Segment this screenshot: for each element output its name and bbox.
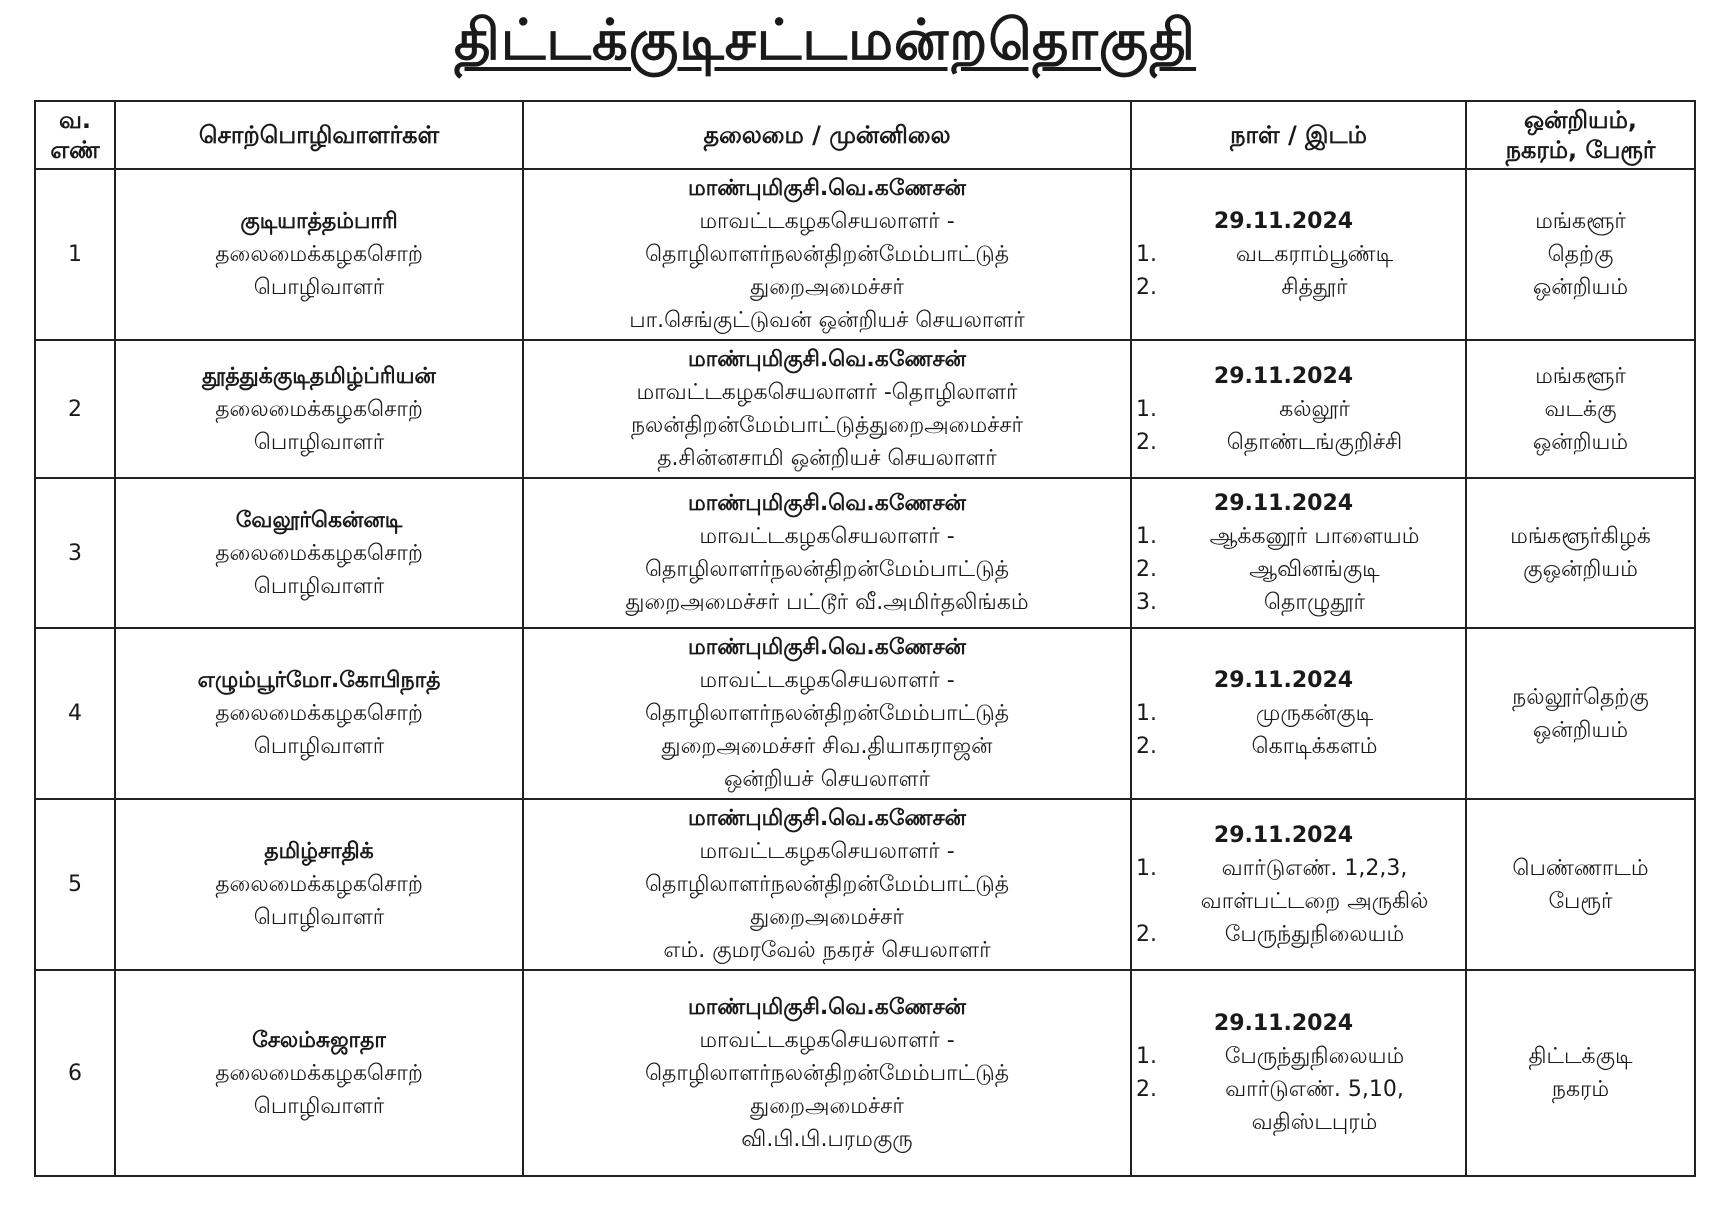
- lead-line: பா.செங்குட்டுவன் ஒன்றியச் செயலாளர்: [629, 308, 1025, 333]
- lead-cell: [523, 340, 1131, 478]
- area-cell: [1466, 628, 1695, 799]
- serial-number-cell: 5: [35, 799, 115, 970]
- speaker-role: பொழிவாளர்: [253, 1093, 385, 1119]
- area-line: திட்டக்குடி: [1528, 1044, 1633, 1069]
- header-speakers: சொற்பொழிவாளர்கள்: [115, 101, 523, 169]
- speaker-role: தலைமைக்கழகசொற்: [215, 396, 423, 422]
- place-item: 2. தொண்டங்குறிச்சி: [1164, 426, 1461, 459]
- area-cell: [1466, 478, 1695, 628]
- speaker-cell: [115, 340, 523, 478]
- lead-line: மாவட்டகழகசெயலாளர் -: [699, 839, 955, 864]
- speaker-role: பொழிவாளர்: [253, 734, 385, 759]
- date-place-cell: [1131, 628, 1466, 799]
- lead-line: மாவட்டகழகசெயலாளர் -: [699, 209, 955, 234]
- area-line: பேரூர்: [1548, 888, 1613, 914]
- speaker-name: எழும்பூர்மோ.கோபிநாத்: [197, 668, 441, 693]
- lead-line: தொழிலாளர்நலன்திறன்மேம்பாட்டுத்: [644, 872, 1010, 897]
- lead-cell: [523, 799, 1131, 970]
- place-item: 1. பேருந்துநிலையம்: [1164, 1040, 1461, 1073]
- lead-cell: [523, 169, 1131, 340]
- speaker-cell: [115, 478, 523, 628]
- area-cell: [1466, 970, 1695, 1176]
- speaker-name: குடியாத்தம்பாரி: [240, 209, 398, 234]
- header-lead: தலைமை / முன்னிலை: [523, 101, 1131, 169]
- area-line: மங்களூர்: [1535, 209, 1626, 234]
- lead-line: த.சின்னசாமி ஒன்றியச் செயலாளர்: [657, 446, 997, 471]
- lead-name: மாண்புமிகுசி.வெ.கணேசன்: [688, 176, 966, 201]
- date-place-cell: [1131, 478, 1466, 628]
- area-line: மங்களூர்: [1535, 363, 1626, 389]
- speaker-role: தலைமைக்கழகசொற்: [215, 242, 423, 267]
- area-line: நல்லூர்தெற்கு: [1512, 684, 1649, 710]
- place-item: 1. கல்லூர்: [1164, 393, 1461, 426]
- place-item: 1. வடகராம்பூண்டி: [1164, 238, 1461, 271]
- event-date: 29.11.2024: [1213, 668, 1354, 693]
- area-line: வடக்கு: [1544, 396, 1617, 422]
- place-list: [1136, 1040, 1461, 1139]
- event-date: 29.11.2024: [1213, 822, 1354, 848]
- date-place-cell: [1131, 169, 1466, 340]
- lead-name: மாண்புமிகுசி.வெ.கணேசன்: [688, 491, 966, 516]
- table-body: [35, 169, 1695, 1176]
- place-list: [1136, 697, 1461, 763]
- speaker-name: தூத்துக்குடிதமிழ்ப்ரியன்: [202, 363, 436, 389]
- place-list: [1136, 238, 1461, 304]
- lead-line: மாவட்டகழகசெயலாளர் -: [699, 1027, 955, 1053]
- speaker-name: தமிழ்சாதிக்: [264, 839, 374, 864]
- date-place-cell: [1131, 340, 1466, 478]
- event-date: 29.11.2024: [1213, 363, 1354, 389]
- speaker-cell: [115, 799, 523, 970]
- lead-line: நலன்திறன்மேம்பாட்டுத்துறைஅமைச்சர்: [630, 413, 1024, 438]
- lead-name: மாண்புமிகுசி.வெ.கணேசன்: [688, 806, 966, 831]
- speaker-cell: [115, 169, 523, 340]
- lead-name: மாண்புமிகுசி.வெ.கணேசன்: [688, 347, 966, 372]
- lead-line: தொழிலாளர்நலன்திறன்மேம்பாட்டுத்: [644, 701, 1010, 726]
- event-date: 29.11.2024: [1213, 491, 1354, 516]
- speaker-role: பொழிவாளர்: [253, 573, 385, 599]
- place-list: [1136, 852, 1461, 951]
- area-line: மங்களூர்கிழக்: [1510, 524, 1651, 549]
- lead-line: தொழிலாளர்நலன்திறன்மேம்பாட்டுத்: [644, 1060, 1010, 1086]
- area-line: பெண்ணாடம்: [1512, 855, 1649, 881]
- speaker-name: வேலூர்கென்னடி: [235, 507, 403, 533]
- lead-line: துறைஅமைச்சர்: [750, 1093, 904, 1119]
- area-line: ஒன்றியம்: [1532, 275, 1629, 300]
- area-line: நகரம்: [1551, 1077, 1610, 1102]
- serial-number-cell: 4: [35, 628, 115, 799]
- lead-name: மாண்புமிகுசி.வெ.கணேசன்: [688, 635, 966, 660]
- speaker-role: தலைமைக்கழகசொற்: [215, 701, 423, 726]
- header-serial-number: வ. எண்: [35, 101, 115, 169]
- place-list: [1136, 520, 1461, 619]
- lead-line: வி.பி.பி.பரமகுரு: [741, 1126, 913, 1152]
- lead-line: எம். குமரவேல் நகரச் செயலாளர்: [663, 938, 991, 963]
- lead-cell: [523, 970, 1131, 1176]
- table-row: [35, 478, 1695, 628]
- area-cell: [1466, 340, 1695, 478]
- serial-number-cell: 2: [35, 340, 115, 478]
- lead-line: தொழிலாளர்நலன்திறன்மேம்பாட்டுத்: [644, 557, 1010, 582]
- table-row: [35, 340, 1695, 478]
- table-row: [35, 169, 1695, 340]
- lead-name: மாண்புமிகுசி.வெ.கணேசன்: [688, 994, 966, 1020]
- area-cell: [1466, 169, 1695, 340]
- lead-line: துறைஅமைச்சர்: [750, 275, 904, 300]
- place-list: [1136, 393, 1461, 459]
- area-line: ஒன்றியம்: [1532, 429, 1629, 455]
- place-item: 1. முருகன்குடி: [1164, 697, 1461, 730]
- speaker-role: தலைமைக்கழகசொற்: [215, 872, 423, 897]
- date-place-cell: [1131, 799, 1466, 970]
- serial-number-cell: 6: [35, 970, 115, 1176]
- page-title: திட்டக்குடிசட்டமன்றதொகுதி: [453, 8, 1197, 73]
- area-cell: [1466, 799, 1695, 970]
- place-item: 2. வார்டுஎண். 5,10, வதிஸ்டபுரம்: [1164, 1073, 1461, 1139]
- lead-line: மாவட்டகழகசெயலாளர் -: [699, 524, 955, 549]
- serial-number-cell: 3: [35, 478, 115, 628]
- lead-line: துறைஅமைச்சர் சிவ.தியாகராஜன்: [661, 734, 993, 759]
- place-item: 2. கொடிக்களம்: [1164, 730, 1461, 763]
- place-item: 2. பேருந்துநிலையம்: [1164, 918, 1461, 951]
- speaker-cell: [115, 628, 523, 799]
- speaker-role: பொழிவாளர்: [253, 275, 385, 300]
- table-row: [35, 799, 1695, 970]
- lead-line: மாவட்டகழகசெயலாளர் -: [699, 668, 955, 693]
- place-item: 1. வார்டுஎண். 1,2,3, வாள்பட்டறை அருகில்: [1164, 852, 1461, 918]
- header-date-place: நாள் / இடம்: [1131, 101, 1466, 169]
- lead-line: மாவட்டகழகசெயலாளர் -தொழிலாளர்: [636, 380, 1018, 405]
- lead-line: தொழிலாளர்நலன்திறன்மேம்பாட்டுத்: [644, 242, 1010, 267]
- schedule-table: [34, 100, 1696, 1177]
- event-date: 29.11.2024: [1213, 209, 1354, 234]
- speaker-name: சேலம்சுஜாதா: [252, 1027, 386, 1053]
- speaker-role: பொழிவாளர்: [253, 905, 385, 930]
- place-item: 3. தொழுதூர்: [1164, 586, 1461, 619]
- speaker-cell: [115, 970, 523, 1176]
- lead-cell: [523, 628, 1131, 799]
- speaker-role: பொழிவாளர்: [253, 429, 385, 455]
- header-area: ஒன்றியம், நகரம், பேரூர்: [1466, 101, 1695, 169]
- lead-line: ஒன்றியச் செயலாளர்: [723, 767, 930, 792]
- table-row: [35, 628, 1695, 799]
- lead-cell: [523, 478, 1131, 628]
- area-line: தெற்கு: [1547, 242, 1614, 267]
- event-date: 29.11.2024: [1213, 1011, 1354, 1036]
- speaker-role: தலைமைக்கழகசொற்: [215, 1060, 423, 1086]
- place-item: 2. சித்தூர்: [1164, 271, 1461, 304]
- lead-line: துறைஅமைச்சர் பட்டூர் வீ.அமிர்தலிங்கம்: [625, 590, 1029, 615]
- speaker-role: தலைமைக்கழகசொற்: [215, 540, 423, 566]
- area-line: ஒன்றியம்: [1532, 717, 1629, 743]
- serial-number-cell: 1: [35, 169, 115, 340]
- date-place-cell: [1131, 970, 1466, 1176]
- table-row: [35, 970, 1695, 1176]
- lead-line: துறைஅமைச்சர்: [750, 905, 904, 930]
- place-item: 1. ஆக்கனூர் பாளையம்: [1164, 520, 1461, 553]
- area-line: குஒன்றியம்: [1523, 557, 1638, 582]
- place-item: 2. ஆவினங்குடி: [1164, 553, 1461, 586]
- table-header-row: [35, 101, 1695, 169]
